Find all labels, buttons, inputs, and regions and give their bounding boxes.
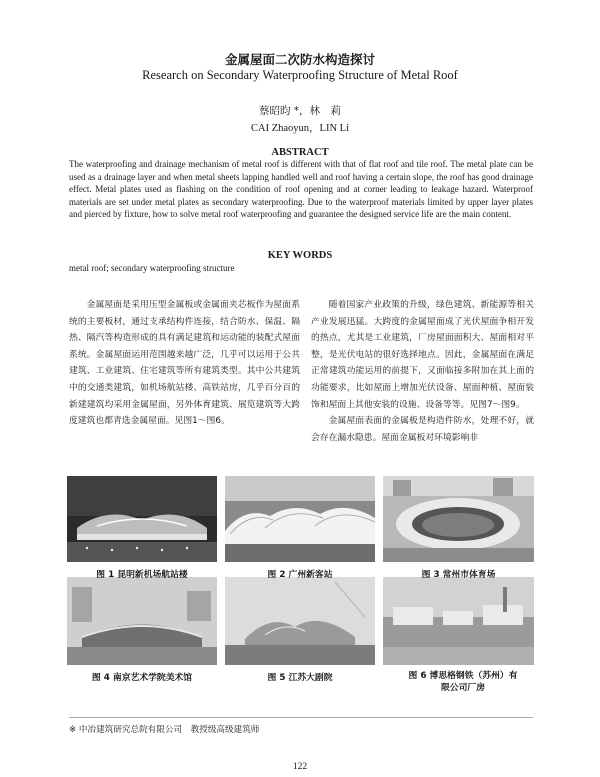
figure-caption: 图 1 昆明新机场航站楼: [96, 570, 188, 580]
body-paragraph: 金属屋面是采用压型金属板或金属面夹芯板作为屋面系统的主要板材，通过支承结构件连接，结合防水、保温、隔热、隔汽等构造形成的具有满足建筑和运动能的装配式屋面系统。金属屋面运用范围越来越广泛，几乎可以运用于公共建筑、工业建筑、住宅建筑等所有建筑类型。其中公共建筑中的交通类建筑，如机场航站楼、高铁站房，几乎百分百的新建建筑均采用金属屋面，另外体育建筑、展览建筑等大跨度建筑也都青选金属屋面。见图1～图6。: [69, 300, 300, 427]
abstract-text: The waterproofing and drainage mechanism of metal roof is different with that of flat roof and tile roof. The metal plate can be used as a drainage layer and when metal sheets lapping handled well and roof having a certain slope, the roof has good drainage effect. Metal plates used as flashing on the condition of roof opening and at corner leading to leakage hazard. Waterproof materials are set under metal plates as secondary waterproofing. Due to the waterproof materials limited by upper layer plates and pierced by fixture, how to solve metal roof waterproofing and guarantee the designed service life are the main content.: [69, 159, 533, 219]
figure-caption: 图 3 常州市体育场: [421, 570, 496, 580]
authors-en: CAI Zhaoyun，LIN Li: [251, 123, 349, 134]
keywords-text: metal roof; secondary waterproofing structure: [69, 263, 235, 273]
authors-cn: 蔡昭昀 *，林 莉: [258, 105, 342, 117]
paper-title-cn: 金属屋面二次防水构造探讨: [224, 52, 375, 67]
paper-title-en: Research on Secondary Waterproofing Structure of Metal Roof: [142, 68, 458, 82]
steel-factory-photo: [383, 577, 534, 665]
figure-caption: 图 6 博思格钢铁（苏州）有限公司厂房: [408, 671, 518, 693]
body-column-right: [311, 297, 534, 446]
figure-caption: 图 5 江苏大剧院: [267, 673, 333, 683]
art-museum-photo: [67, 577, 217, 665]
keywords-heading: KEY WORDS: [267, 250, 333, 261]
stadium-photo: [383, 476, 534, 562]
figure-caption: 图 2 广州新客站: [267, 570, 333, 580]
page-number: 122: [292, 762, 308, 772]
footnote-divider: [69, 717, 533, 718]
airport-terminal-photo: [67, 476, 217, 562]
body-column-left: [69, 297, 300, 430]
author-footnote: ※ 中冶建筑研究总院有限公司 教授级高级建筑师: [69, 725, 260, 735]
body-paragraph: 随着国家产业政策的升级，绿色建筑、新能源等相关产业发展迅猛。大跨度的金属屋面成了光伏屋面争相开发的热点，尤其是工业建筑，厂房屋面面积大、屋面相对平整，是光伏电站的很好选择地点。因此，金属屋面在满足正常建筑功能运用的前提下，又面临接多附加在其上面的功能要求，比如屋面上增加光伏设备、屋面种植、屋面装饰和屋面上其他安装的设施、设备等等。见图7～图9。: [311, 300, 534, 410]
body-paragraph: 金属屋面表面的金属板是构造件防水，处理不好，就会存在漏水隐患。屋面金属板对环境影响非: [311, 416, 534, 443]
figure-caption: 图 4 南京艺术学院美术馆: [91, 673, 193, 683]
railway-station-photo: [225, 476, 375, 562]
abstract-heading: ABSTRACT: [271, 147, 329, 158]
grand-theatre-photo: [225, 577, 375, 665]
